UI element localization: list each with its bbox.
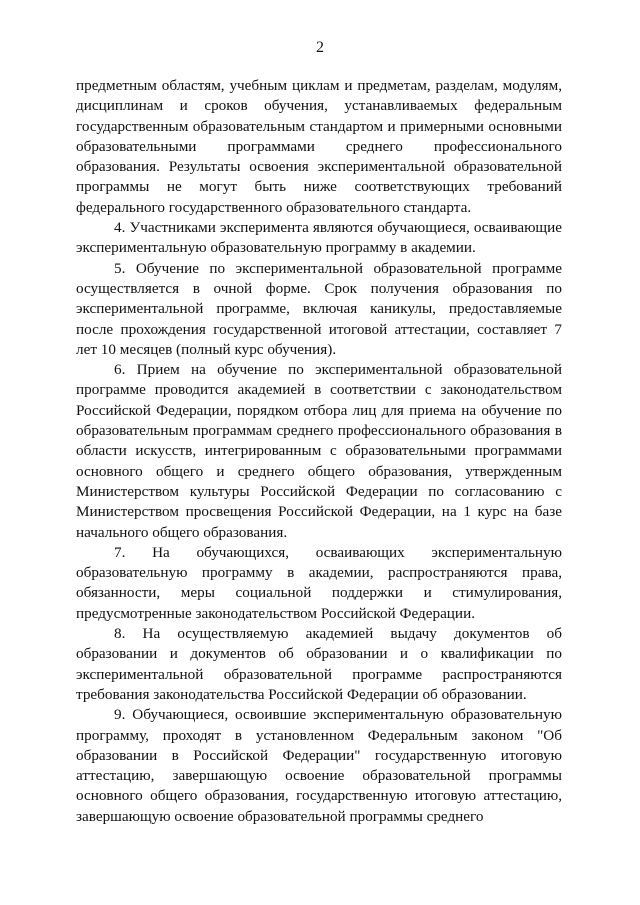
document-body [76,76,562,827]
paragraph-item-9: 9. Обучающиеся, освоившие экспериментальную образовательную программу, проходят в установленном Федеральным законом "Об образовании в Российской Федерации" государственную итоговую аттестацию, завершающую освоение образовательной программы основного общего образования, государственную итоговую аттестацию, завершающую освоение образовательной программы среднего [76,706,562,825]
page-number: 2 [316,39,324,56]
paragraph-item-8: 8. На осуществляемую академией выдачу документов об образовании и документов об образовании и о квалификации по экспериментальной образовательной программе распространяются требования законодательства Российской Федерации об образовании. [76,625,562,703]
paragraph-continuation: предметным областям, учебным циклам и предметам, разделам, модулям, дисциплинам и сроков обучения, устанавливаемых федеральным государственным образовательным стандартом и примерными основными образовательными программами среднего профессионального образования. Результаты освоения экспериментальной образовательной программы не могут быть ниже соответствующих требований федерального государственного образовательного стандарта. [76,77,562,216]
paragraph-item-4: 4. Участниками эксперимента являются обучающиеся, осваивающие экспериментальную образовательную программу в академии. [76,219,562,257]
paragraph-item-7: 7. На обучающихся, осваивающих экспериментальную образовательную программу в академии, распространяются права, обязанности, меры социальной поддержки и стимулирования, предусмотренные законодательством Российской Федерации. [76,543,562,622]
paragraph-item-6: 6. Прием на обучение по экспериментальной образовательной программе проводится академией в соответствии с законодательством Российской Федерации, порядком отбора лиц для приема на обучение по образовательным программам среднего профессионального образования в области искусств, интегрированным с образовательными программами основного общего и среднего общего образования, утвержденным Министерством культуры Российской Федерации по согласованию с Министерством просвещения Российской Федерации, на 1 курс на базе начального общего образования. [76,361,562,541]
paragraph-item-5: 5. Обучение по экспериментальной образовательной программе осуществляется в очной форме. Срок получения образования по экспериментальной программе, включая каникулы, предоставляемые после прохождения государственной итоговой аттестации, составляет 7 лет 10 месяцев (полный курс обучения). [76,259,562,358]
